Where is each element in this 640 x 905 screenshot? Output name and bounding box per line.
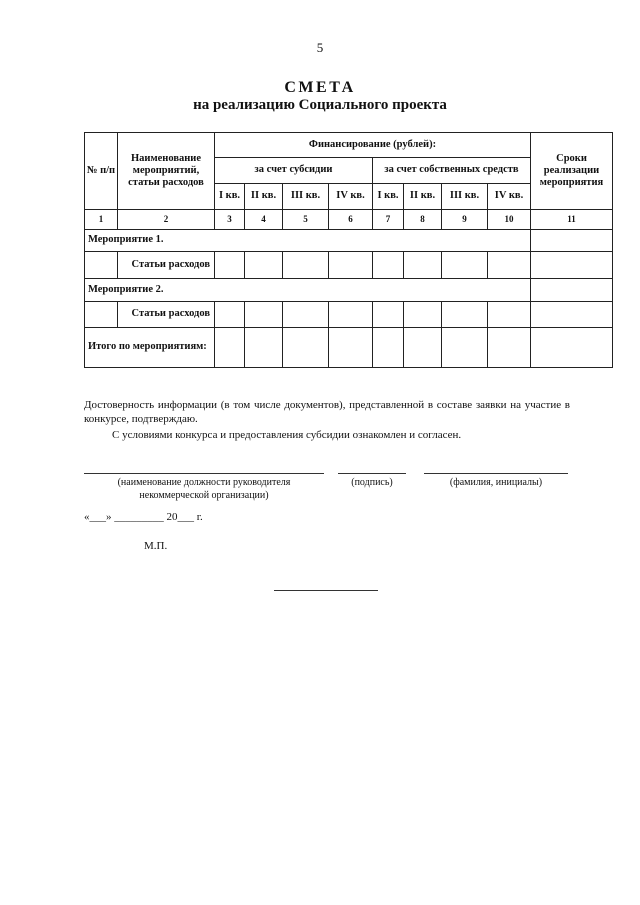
- table-cell[interactable]: [531, 328, 613, 368]
- table-cell[interactable]: [442, 302, 488, 328]
- table-cell[interactable]: [488, 328, 531, 368]
- total-label: Итого по мероприятиям:: [85, 328, 215, 368]
- column-index: 9: [442, 210, 488, 230]
- column-index: 1: [85, 210, 118, 230]
- confirmation-text: Достоверность информации (в том числе документов), представленной в составе заявки на участие в конкурсе, подтверждаю.: [84, 399, 570, 425]
- table-cell[interactable]: [531, 252, 613, 279]
- table-cell[interactable]: [442, 328, 488, 368]
- quarter-header: I кв.: [373, 184, 404, 210]
- stamp-label: М.П.: [144, 540, 168, 552]
- column-index: 11: [531, 210, 613, 230]
- agreement-text: С условиями конкурса и предоставления субсидии ознакомлен и согласен.: [112, 429, 462, 441]
- table-cell[interactable]: [531, 302, 613, 328]
- table-cell[interactable]: [488, 302, 531, 328]
- quarter-header: I кв.: [215, 184, 245, 210]
- quarter-header: IV кв.: [488, 184, 531, 210]
- header-financing: Финансирование (рублей):: [215, 133, 531, 158]
- expenses-label-1: Статьи расходов: [118, 252, 215, 279]
- table-cell[interactable]: [404, 302, 442, 328]
- table-cell[interactable]: [245, 328, 283, 368]
- column-index: 2: [118, 210, 215, 230]
- position-caption: (наименование должности руководителя некоммерческой организации): [117, 477, 291, 501]
- table-cell[interactable]: [215, 302, 245, 328]
- table-cell[interactable]: [85, 252, 118, 279]
- table-cell[interactable]: [245, 302, 283, 328]
- signature-caption: (подпись): [351, 477, 393, 488]
- quarter-header: II кв.: [245, 184, 283, 210]
- event-row-1: Мероприятие 1.: [85, 230, 531, 252]
- table-cell[interactable]: [215, 252, 245, 279]
- name-line[interactable]: [424, 473, 568, 474]
- quarter-header: IV кв.: [329, 184, 373, 210]
- column-index: 4: [245, 210, 283, 230]
- event-row-2: Мероприятие 2.: [85, 279, 531, 302]
- header-own-funds: за счет собственных средств: [373, 158, 531, 184]
- closing-divider: [274, 590, 378, 591]
- table-cell[interactable]: [373, 328, 404, 368]
- page-number: 5: [316, 40, 324, 55]
- table-cell[interactable]: [373, 252, 404, 279]
- table-cell[interactable]: [404, 328, 442, 368]
- table-cell[interactable]: [442, 252, 488, 279]
- header-name: Наименование мероприятий, статьи расходов: [118, 133, 215, 210]
- position-line[interactable]: [84, 473, 324, 474]
- quarter-header: II кв.: [404, 184, 442, 210]
- table-cell[interactable]: [329, 252, 373, 279]
- table-cell[interactable]: [404, 252, 442, 279]
- column-index: 5: [283, 210, 329, 230]
- table-cell[interactable]: [531, 279, 613, 302]
- table-cell[interactable]: [373, 302, 404, 328]
- date-line: «___» _________ 20___ г.: [84, 511, 203, 523]
- column-index: 10: [488, 210, 531, 230]
- signature-line[interactable]: [338, 473, 406, 474]
- expenses-label-2: Статьи расходов: [118, 302, 215, 328]
- quarter-header: III кв.: [442, 184, 488, 210]
- table-cell[interactable]: [329, 302, 373, 328]
- table-cell[interactable]: [283, 328, 329, 368]
- document-subtitle: на реализацию Социального проекта: [193, 97, 447, 113]
- table-cell[interactable]: [245, 252, 283, 279]
- header-subsidy: за счет субсидии: [215, 158, 373, 184]
- table-cell[interactable]: [215, 328, 245, 368]
- estimate-table: [84, 132, 613, 368]
- column-index: 6: [329, 210, 373, 230]
- column-index: 7: [373, 210, 404, 230]
- header-terms: Сроки реализации мероприятия: [531, 133, 613, 210]
- quarter-header: III кв.: [283, 184, 329, 210]
- column-index: 3: [215, 210, 245, 230]
- table-cell[interactable]: [283, 302, 329, 328]
- table-cell[interactable]: [283, 252, 329, 279]
- name-caption: (фамилия, инициалы): [449, 477, 543, 488]
- table-cell[interactable]: [531, 230, 613, 252]
- table-cell[interactable]: [488, 252, 531, 279]
- document-title: СМЕТА: [284, 79, 356, 96]
- header-num: № п/п: [85, 133, 118, 210]
- table-cell[interactable]: [85, 302, 118, 328]
- column-index: 8: [404, 210, 442, 230]
- table-cell[interactable]: [329, 328, 373, 368]
